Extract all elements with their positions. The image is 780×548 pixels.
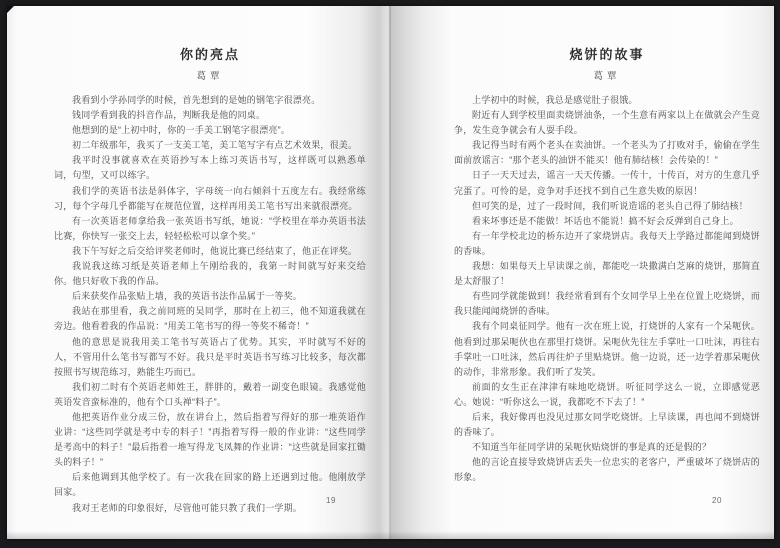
- body-paragraph: 我记得当时有两个老头在卖油饼。一个老头为了打败对手，偷偷在学生面前放谣言：“那个老头的油饼不能买！他有肺结核！会传染的！”: [454, 140, 760, 166]
- body-paragraph: 我有个同桌征同学。他有一次在班上说，打烧饼的人家有一个呆呃伙。他看到过那呆呃伙也在那里打烧饼。呆呃伙先往左手掌吐一口吐沫，再往右手掌吐一口吐沫，然后再往炉子里贴烧饼。他一边说，还一边学着那呆呃伙的动作，非常形象。我们听了发笑。: [454, 321, 760, 377]
- right-page: [390, 6, 774, 539]
- body-paragraph: 他把英语作业分成三份，放在讲台上，然后指着写得好的那一堆英语作业讲：“这些同学就是考中专的料子！”再指着写得一般的作业讲：“这些同学是考高中的料子！”最后指着一堆写得龙飞凤舞的作业讲：“这些就是回家扛锄头的料子！”: [54, 411, 366, 468]
- body-paragraph: 钱同学看到我的抖音作品，判断我是他的同桌。: [72, 110, 266, 121]
- essay-body: [454, 93, 760, 485]
- right-page-content: [454, 46, 760, 485]
- left-page-content: [54, 46, 366, 516]
- body-paragraph: 我下午写好之后交给评奖老师时，他说比赛已经结束了，他正在评奖。: [72, 245, 358, 256]
- body-paragraph: 不知道当年征同学讲的呆呃伙贴烧饼的事是真的还是假的？: [472, 442, 712, 453]
- body-paragraph: 附近有人到学校里面卖烧饼油条，一个生意有两家以上在做就会产生竞争，发生竞争就会有人耍手段。: [454, 110, 760, 136]
- body-paragraph: 后来，我好像再也没见过那女同学吃烧饼。上早读课，再也闻不到烧饼的香味了。: [454, 411, 760, 438]
- body-paragraph: 我对王老师的印象很好，尽管他可能只教了我们一学期。: [72, 502, 303, 513]
- page-title: 烧饼的故事: [569, 47, 645, 62]
- body-paragraph: 有一次英语老师拿给我一张英语书写纸，她说：“学校里在举办英语书法比赛，你快写一张交上去，轻轻松松可以拿个奖。”: [54, 215, 366, 241]
- body-paragraph: 有些同学就能做到！我经常看到有个女同学早上坐在位置上吃烧饼，而我只能闻闻烧饼的香味。: [454, 291, 760, 317]
- body-paragraph: 看来坏事还是不能做！坏话也不能说！搞不好会反弹到自己身上。: [472, 215, 739, 226]
- essay-body: [54, 93, 366, 516]
- body-paragraph: 他的言论直接导致烧饼店丢失一位忠实的老客户，严重破坏了烧饼店的形象。: [454, 457, 760, 483]
- body-paragraph: 有一年学校北边的桥东边开了家烧饼店。我每天上学路过都能闻到烧饼的香味。: [454, 230, 760, 256]
- body-paragraph: 日子一天天过去，谣言一天天传播。一传十，十传百，对方的生意几乎完蛋了。可怜的是，竞争对手还找不到自己生意失败的原因！: [454, 170, 760, 196]
- body-paragraph: 我平时没事就喜欢在英语抄写本上练习英语书写，这样既可以熟悉单词，句型，又可以练字。: [54, 155, 366, 181]
- left-page: [7, 6, 390, 539]
- body-paragraph: 我们初二时有个英语老师姓王，胖胖的，戴着一副变色眼镜。我感觉他英语发音蛮标准的，他有个口头禅“料子”。: [54, 381, 366, 407]
- body-paragraph: 他的意思是说我用美工笔书写英语占了优势。其实，平时就写不好的人，不管用什么笔书写都写不好。我只是平时英语书写练习比较多，每次都按照书写规范练习，熟能生巧而已。: [54, 336, 366, 377]
- body-paragraph: 但可笑的是，过了一段时间，我们听说造谣的老头自己得了肺结核！: [472, 200, 749, 211]
- page-number: 20: [712, 496, 722, 505]
- open-book: [7, 6, 774, 539]
- body-paragraph: 后来他调到其他学校了。有一次我在回家的路上还遇到过他。他刚放学回家。: [54, 472, 366, 498]
- body-paragraph: 我说我这练习纸是英语老师上午刚给我的，我第一时间就写好来交给你。他只好收下我的作品。: [54, 261, 366, 287]
- body-paragraph: 他想到的是“上初中时，你的一手美工钢笔字很漂亮”。: [72, 125, 290, 136]
- author-name: 葛覃: [196, 71, 224, 82]
- body-paragraph: 我看到小学孙同学的时候，首先想到的是她的钢笔字很漂亮。: [72, 95, 321, 105]
- body-paragraph: 前面的女生正在津津有味地吃烧饼。听征同学这么一说，立即感觉恶心。她说：“听你这么一说，我都吃不下去了！”: [454, 381, 760, 407]
- author-name: 葛覃: [593, 71, 621, 82]
- page-title: 你的亮点: [179, 47, 240, 62]
- body-paragraph: 我们学的英语书法是斜体字，字母统一向右倾斜十五度左右。我经常练习，每个字母几乎都能写在规范位置，这样再用美工笔书写出来就很漂亮。: [54, 185, 366, 211]
- body-paragraph: 我站在那里看，我之前同班的吴同学，那时在上初三，他不知道我就在旁边。他看着我的作品说：“用美工笔书写的得一等奖不稀奇！”: [54, 306, 366, 332]
- page-number: 19: [326, 496, 336, 505]
- body-paragraph: 我想：如果每天上早读课之前，都能吃一块撒满白芝麻的烧饼，那简直是太舒服了！: [454, 261, 760, 287]
- body-paragraph: 上学初中的时候，我总是感觉肚子很饿。: [472, 95, 638, 105]
- page-corner-curl: [7, 6, 14, 13]
- body-paragraph: 初二年级那年，我买了一支美工笔，美工笔写字有点艺术效果，很美。: [72, 140, 358, 151]
- body-paragraph: 后来获奖作品张贴上墙，我的英语书法作品属于一等奖。: [72, 291, 303, 302]
